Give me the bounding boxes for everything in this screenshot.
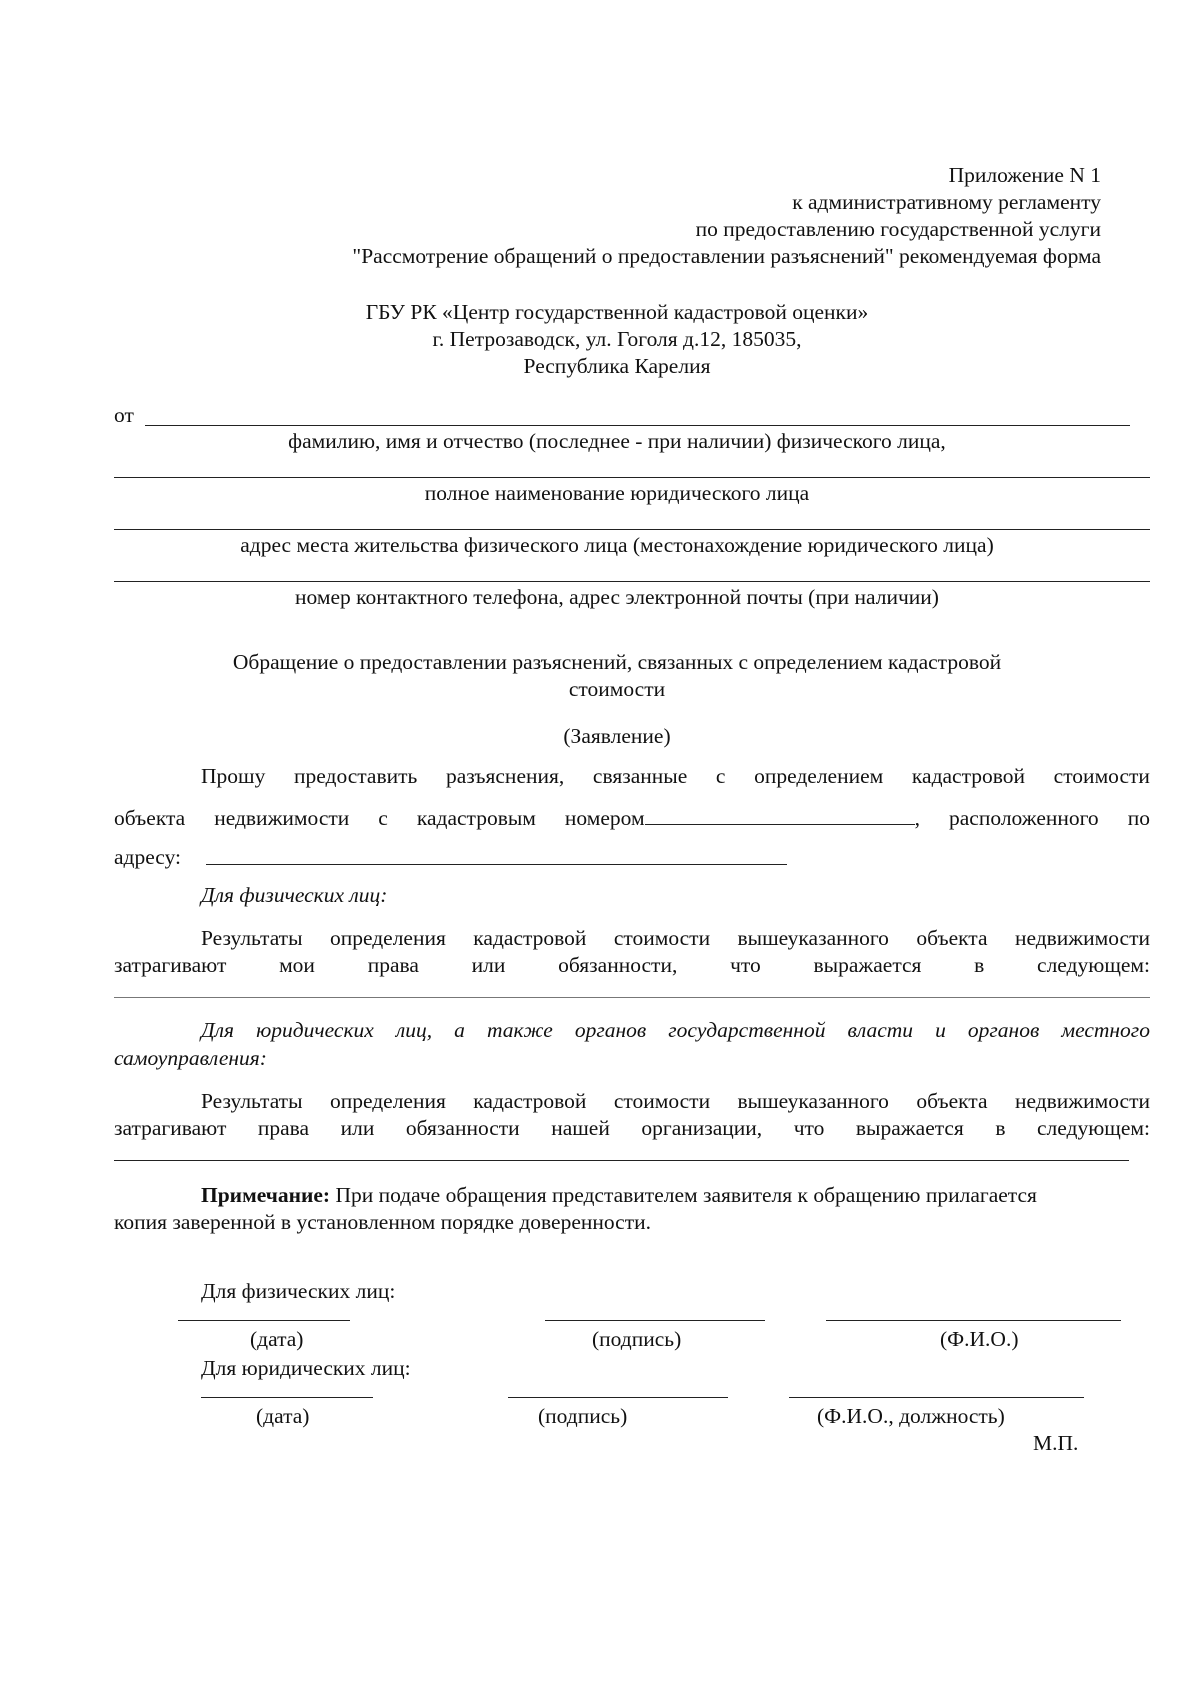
recipient-name: ГБУ РК «Центр государственной кадастровой оценки» bbox=[365, 300, 869, 324]
word: определения bbox=[329, 926, 446, 950]
word: выражается bbox=[813, 953, 922, 977]
appendix-line-4: "Рассмотрение обращений о предоставлении разъяснений" рекомендуемая форма bbox=[352, 244, 1101, 268]
word: с bbox=[715, 764, 726, 788]
individual-date-line[interactable] bbox=[178, 1320, 350, 1321]
word: мои bbox=[279, 953, 315, 977]
word: обязанности, bbox=[558, 953, 678, 977]
word: вышеуказанного bbox=[737, 926, 889, 950]
individual-signature-caption: (подпись) bbox=[592, 1327, 682, 1351]
word: органов bbox=[574, 1018, 647, 1042]
word: кадастровым bbox=[416, 806, 536, 830]
word: кадастровой bbox=[473, 926, 587, 950]
word: недвижимости bbox=[214, 806, 350, 830]
legal-date-caption: (дата) bbox=[256, 1404, 310, 1428]
word: по bbox=[1127, 806, 1150, 830]
object-address-field[interactable] bbox=[206, 864, 787, 865]
legal-para-line-1 bbox=[201, 1089, 1150, 1114]
word: объекта bbox=[916, 1089, 988, 1113]
legal-answer-line[interactable] bbox=[114, 1160, 1129, 1161]
word: организации, bbox=[641, 1116, 763, 1140]
word: Результаты bbox=[201, 1089, 303, 1113]
word: также bbox=[486, 1018, 553, 1042]
word: стоимости bbox=[613, 1089, 711, 1113]
word: Прошу bbox=[201, 764, 266, 788]
word: кадастровой bbox=[911, 764, 1026, 788]
word: вышеуказанного bbox=[737, 1089, 889, 1113]
word: объекта bbox=[114, 806, 186, 830]
word: в bbox=[995, 1116, 1006, 1140]
signature-legal-heading: Для юридических лиц: bbox=[201, 1356, 411, 1380]
word: Для bbox=[201, 1018, 235, 1042]
word: следующем: bbox=[1037, 953, 1150, 977]
legal-signature-caption: (подпись) bbox=[538, 1404, 628, 1428]
sender-contact-line[interactable] bbox=[114, 581, 1150, 582]
cadastral-number-field[interactable] bbox=[645, 804, 915, 825]
word: местного bbox=[1061, 1018, 1150, 1042]
word: с bbox=[378, 806, 388, 830]
recipient-region: Республика Карелия bbox=[523, 354, 711, 378]
appendix-line-3: по предоставлению государственной услуги bbox=[695, 217, 1101, 241]
document-subtitle: (Заявление) bbox=[563, 724, 671, 748]
document-title-line-2: стоимости bbox=[568, 677, 666, 701]
stamp-place: М.П. bbox=[1033, 1431, 1079, 1455]
word: затрагивают bbox=[114, 1116, 227, 1140]
sender-address-line[interactable] bbox=[114, 529, 1150, 530]
word: следующем: bbox=[1037, 1116, 1150, 1140]
word: органов bbox=[967, 1018, 1040, 1042]
note-line-2: копия заверенной в установленном порядке доверенности. bbox=[114, 1210, 651, 1234]
sender-name-line[interactable] bbox=[145, 425, 1130, 426]
legal-heading-line-1 bbox=[201, 1018, 1150, 1043]
word: нашей bbox=[551, 1116, 610, 1140]
note-label: Примечание: bbox=[201, 1183, 331, 1207]
address-label: адресу: bbox=[114, 845, 182, 869]
word: кадастровой bbox=[473, 1089, 587, 1113]
word: и bbox=[935, 1018, 946, 1042]
individual-name-line[interactable] bbox=[826, 1320, 1121, 1321]
word: в bbox=[974, 953, 985, 977]
sender-contact-hint: номер контактного телефона, адрес электронной почты (при наличии) bbox=[295, 585, 939, 609]
word: номером bbox=[564, 806, 645, 830]
word: Результаты bbox=[201, 926, 303, 950]
word: стоимости bbox=[613, 926, 711, 950]
legal-para-line-2 bbox=[114, 1116, 1150, 1141]
individuals-para-line-1 bbox=[201, 926, 1150, 951]
word: недвижимости bbox=[1014, 1089, 1150, 1113]
word: или bbox=[340, 1116, 375, 1140]
word: власти bbox=[847, 1018, 914, 1042]
word: недвижимости bbox=[1014, 926, 1150, 950]
signature-individuals-heading: Для физических лиц: bbox=[201, 1279, 396, 1303]
word: выражается bbox=[855, 1116, 964, 1140]
individual-signature-line[interactable] bbox=[545, 1320, 765, 1321]
document-title: Обращение о предоставлении разъяснений, связанных с определением кадастровой bbox=[232, 650, 1002, 674]
individual-name-caption: (Ф.И.О.) bbox=[940, 1327, 1019, 1351]
word: права bbox=[367, 953, 419, 977]
word: определением bbox=[754, 764, 884, 788]
recipient-address: г. Петрозаводск, ул. Гоголя д.12, 185035, bbox=[432, 327, 802, 351]
sender-org-line[interactable] bbox=[114, 477, 1150, 478]
note-text: При подаче обращения представителем заявителя к обращению прилагается bbox=[330, 1183, 1037, 1207]
word: обязанности bbox=[405, 1116, 520, 1140]
word: связанные bbox=[592, 764, 688, 788]
word: определения bbox=[329, 1089, 446, 1113]
legal-heading-line-2: самоуправления: bbox=[114, 1046, 267, 1070]
word: или bbox=[471, 953, 506, 977]
legal-signature-line[interactable] bbox=[508, 1397, 728, 1398]
request-line-2 bbox=[114, 804, 1150, 831]
sender-address-hint: адрес места жительства физического лица (местонахождение юридического лица) bbox=[240, 533, 994, 557]
legal-date-line[interactable] bbox=[201, 1397, 373, 1398]
individuals-heading: Для физических лиц: bbox=[201, 883, 388, 907]
word: разъяснения, bbox=[445, 764, 565, 788]
word: что bbox=[793, 1116, 825, 1140]
legal-name-line[interactable] bbox=[789, 1397, 1084, 1398]
request-line-1 bbox=[201, 764, 1150, 789]
word: а bbox=[454, 1018, 465, 1042]
word: объекта bbox=[916, 926, 988, 950]
word: юридических bbox=[256, 1018, 374, 1042]
word: , bbox=[914, 806, 920, 830]
word: лиц, bbox=[395, 1018, 433, 1042]
legal-name-caption: (Ф.И.О., должность) bbox=[817, 1404, 1005, 1428]
word: расположенного bbox=[949, 806, 1099, 830]
word: что bbox=[730, 953, 761, 977]
individuals-para-line-2 bbox=[114, 953, 1150, 978]
cadastral-number-group bbox=[565, 804, 920, 831]
sender-org-hint: полное наименование юридического лица bbox=[424, 481, 810, 505]
appendix-number: Приложение N 1 bbox=[948, 163, 1101, 187]
note-line-1 bbox=[201, 1181, 1037, 1209]
appendix-line-2: к административному регламенту bbox=[792, 190, 1101, 214]
word: права bbox=[257, 1116, 310, 1140]
individuals-answer-line[interactable] bbox=[114, 997, 1150, 998]
word: затрагивают bbox=[114, 953, 227, 977]
word: государственной bbox=[668, 1018, 826, 1042]
word: предоставить bbox=[293, 764, 418, 788]
individual-date-caption: (дата) bbox=[250, 1327, 304, 1351]
word: стоимости bbox=[1053, 764, 1150, 788]
sender-name-hint: фамилию, имя и отчество (последнее - при наличии) физического лица, bbox=[288, 429, 946, 453]
from-label: от bbox=[114, 403, 134, 427]
